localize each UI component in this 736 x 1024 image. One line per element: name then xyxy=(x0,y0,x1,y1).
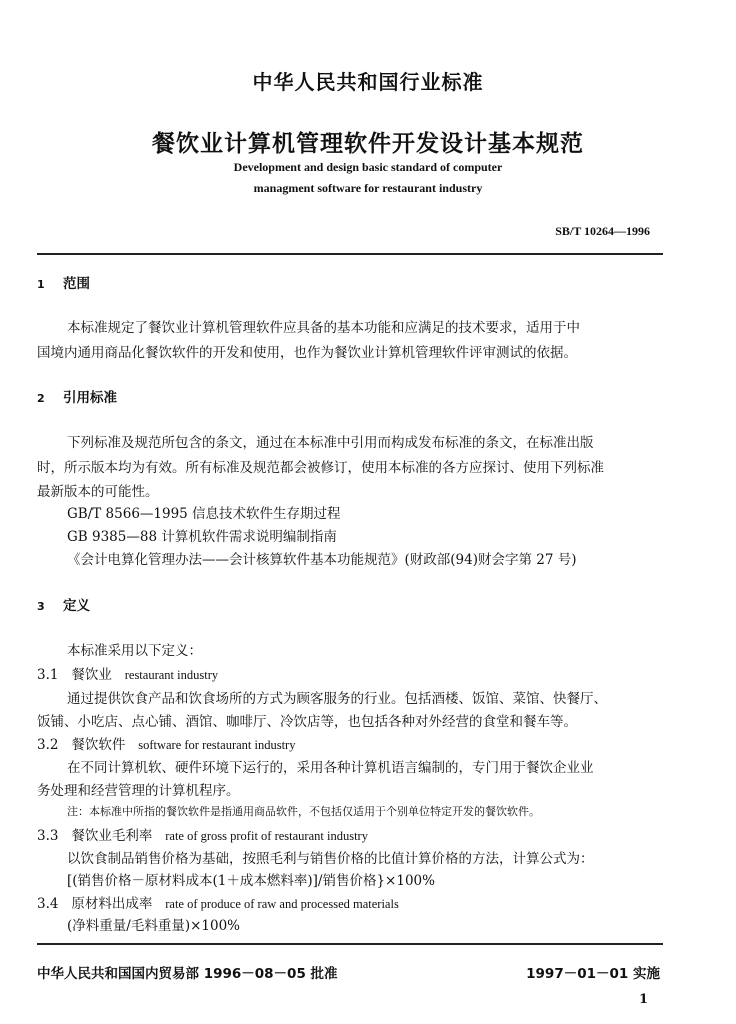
standard-number: SB/T 10264—1996 xyxy=(555,224,650,238)
formula-yield-rate: (净料重量/毛料重量)×100% xyxy=(67,918,240,934)
term-zh: 原材料出成率 xyxy=(71,896,153,912)
definition-3-1-line-2: 饭铺、小吃店、点心铺、酒馆、咖啡厅、冷饮店等，也包括各种对外经营的食堂和餐车等。 xyxy=(37,714,577,730)
section-title: 定义 xyxy=(63,598,90,614)
section-1-para-line-2: 国境内通用商品化餐饮软件的开发和使用，也作为餐饮业计算机管理软件评审测试的依据。 xyxy=(37,345,577,361)
definition-3-2-line-2: 务处理和经营管理的计算机程序。 xyxy=(37,783,240,799)
section-3-heading xyxy=(37,594,90,614)
reference-item: 《会计电算化管理办法——会计核算软件基本功能规范》(财政部(94)财会字第 27 号) xyxy=(67,552,577,568)
page-number: 1 xyxy=(638,992,648,1007)
term-en: software for restaurant industry xyxy=(138,738,296,752)
section-1-heading xyxy=(37,272,90,292)
reference-item: GB/T 8566—1995 信息技术软件生存期过程 xyxy=(67,506,341,522)
section-number: 3 xyxy=(37,600,45,613)
english-title-line-2: managment software for restaurant industry xyxy=(253,181,483,195)
section-2-heading xyxy=(37,386,117,406)
clause-number: 3.1 xyxy=(37,667,59,683)
section-number: 1 xyxy=(37,278,45,291)
definition-3-1-heading xyxy=(37,663,218,683)
english-title-line-1: Development and design basic standard of computer xyxy=(233,160,503,174)
clause-number: 3.3 xyxy=(37,828,59,844)
section-2-para-line-3: 最新版本的可能性。 xyxy=(37,484,159,500)
definition-3-3-heading xyxy=(37,824,368,844)
definition-3-3-line-1: 以饮食制品销售价格为基础，按照毛利与销售价格的比值计算价格的方法，计算公式为： xyxy=(67,851,594,867)
implementation-date: 1997－01－01 实施 xyxy=(526,966,660,982)
reference-item: GB 9385—88 计算机软件需求说明编制指南 xyxy=(67,529,337,545)
clause-number: 3.4 xyxy=(37,896,59,912)
org-title: 中华人民共和国行业标准 xyxy=(252,70,484,94)
section-number: 2 xyxy=(37,392,45,405)
section-1-para-line-1: 本标准规定了餐饮业计算机管理软件应具备的基本功能和应满足的技术要求，适用于中 xyxy=(67,320,580,336)
term-zh: 餐饮业毛利率 xyxy=(71,828,153,844)
definition-3-2-line-1: 在不同计算机软、硬件环境下运行的，采用各种计算机语言编制的，专门用于餐饮企业业 xyxy=(67,760,594,776)
definition-3-4-heading xyxy=(37,892,399,912)
term-en: rate of gross profit of restaurant industry xyxy=(165,829,368,843)
approval-line: 中华人民共和国国内贸易部 1996－08－05 批准 xyxy=(37,966,338,982)
definitions-intro: 本标准采用以下定义： xyxy=(67,643,202,659)
term-zh: 餐饮业 xyxy=(71,667,112,683)
clause-number: 3.2 xyxy=(37,737,59,753)
term-zh: 餐饮软件 xyxy=(71,737,126,753)
term-en: rate of produce of raw and processed materials xyxy=(165,897,399,911)
header-divider xyxy=(37,253,663,255)
definition-3-2-note: 注：本标准中所指的餐饮软件是指通用商品软件，不包括仅适用于个别单位特定开发的餐饮软件。 xyxy=(67,805,540,818)
section-title: 范围 xyxy=(63,276,90,292)
definition-3-1-line-1: 通过提供饮食产品和饮食场所的方式为顾客服务的行业。包括酒楼、饭馆、菜馆、快餐厅、 xyxy=(67,691,607,707)
formula-gross-profit: [(销售价格－原材料成本(1＋成本燃料率)]/销售价格}×100% xyxy=(67,873,435,889)
section-2-para-line-2: 时，所示版本均为有效。所有标准及规范都会被修订，使用本标准的各方应探讨、使用下列标准 xyxy=(37,460,604,476)
section-title: 引用标准 xyxy=(63,390,117,406)
footer-divider xyxy=(37,943,663,945)
term-en: restaurant industry xyxy=(124,668,219,682)
document-title: 餐饮业计算机管理软件开发设计基本规范 xyxy=(152,131,584,157)
definition-3-2-heading xyxy=(37,733,295,753)
section-2-para-line-1: 下列标准及规范所包含的条文，通过在本标准中引用而构成发布标准的条文，在标准出版 xyxy=(67,435,594,451)
